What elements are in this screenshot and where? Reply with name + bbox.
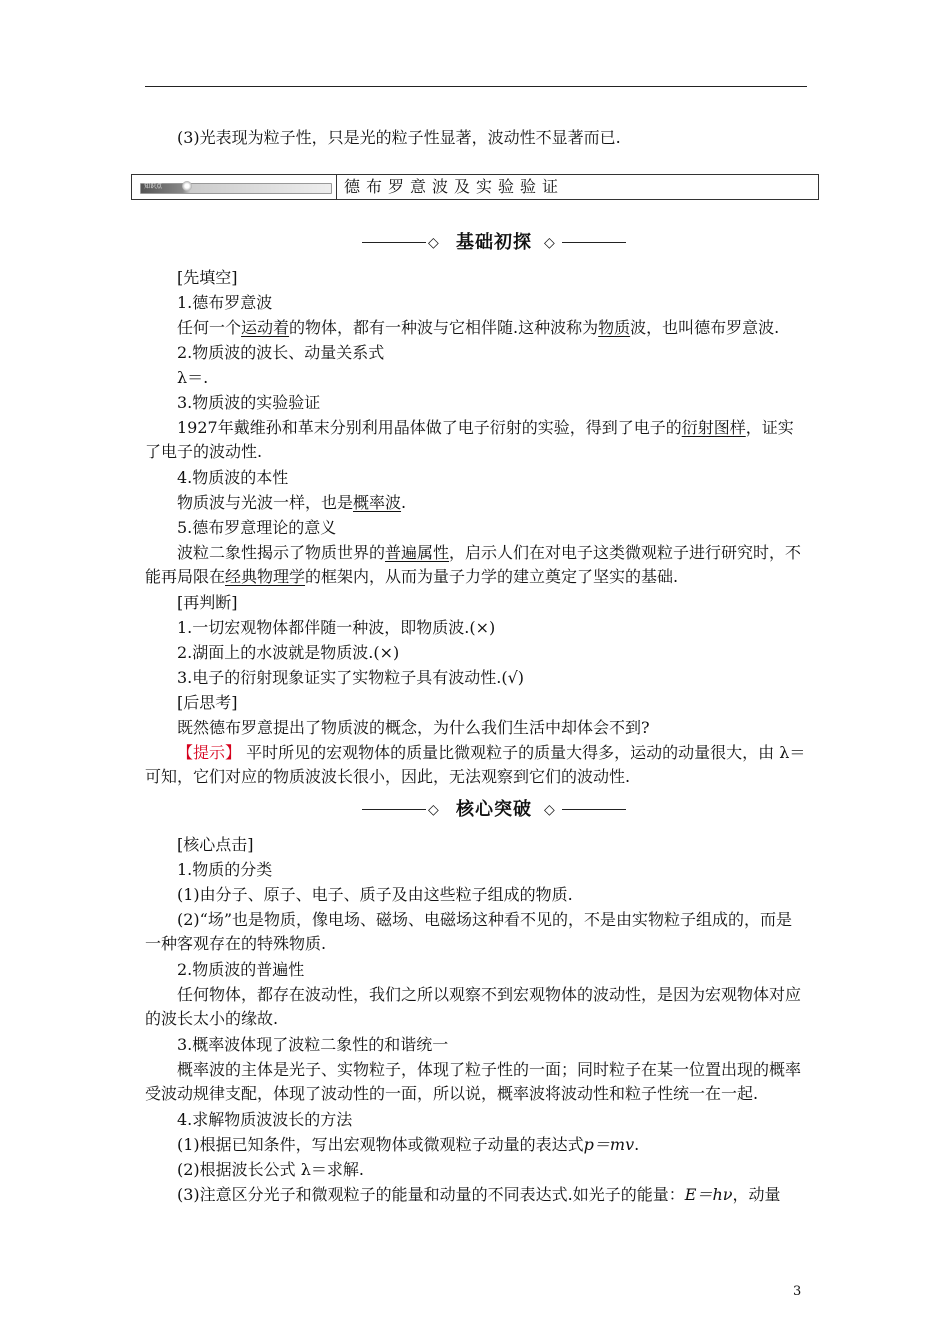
text: ，启示人们在对电子这类微观粒子进行研究时，不能再局限在 (145, 543, 802, 586)
heading-rule-right (562, 242, 626, 243)
diamond-icon: ◇ (428, 235, 439, 251)
item5-text (145, 541, 807, 589)
section-heading-core (362, 797, 626, 823)
diamond-icon: ◇ (428, 802, 439, 818)
text: 的物体，都有一种波与它相伴随.这种波称为 (289, 318, 599, 337)
item4-title: 4.物质波的本性 (177, 468, 289, 487)
tab-bar-graphic (140, 183, 332, 194)
text: 的框架内，从而为量子力学的建立奠定了坚实的基础. (305, 567, 679, 586)
item1-text (177, 316, 779, 340)
judge-item: 3.电子的衍射现象证实了实物粒子具有波动性.(√) (177, 668, 525, 687)
text: (1)根据已知条件，写出宏观物体或微观粒子动量的表达式 (177, 1135, 584, 1154)
text: (3)注意区分光子和微观粒子的能量和动量的不同表达式.如光子的能量： (177, 1185, 685, 1204)
hint-text: 平时所见的宏观物体的质量比微观粒子的质量大得多，运动的动量很大，由 λ＝可知，它们对应的物质波波长很小，因此，无法观察到它们的波动性. (145, 743, 806, 786)
topic-tab (132, 175, 337, 199)
heading-rule-left (362, 809, 426, 810)
page-number: 3 (793, 1284, 802, 1299)
text: . (634, 1135, 640, 1154)
answer-blank: 概率波 (353, 493, 402, 512)
point1-b: (2)“场”也是物质，像电场、磁场、电磁场这种看不见的，不是由实物粒子组成的，而是一种客观存在的特殊物质. (145, 910, 793, 953)
item3-text (145, 416, 807, 464)
item3-title: 3.物质波的实验验证 (177, 393, 321, 412)
point4-a (177, 1133, 639, 1157)
header-rule (145, 86, 807, 87)
point3-title: 3.概率波体现了波粒二象性的和谐统一 (177, 1035, 449, 1054)
section-heading-basics (362, 230, 626, 256)
intro-line: (3)光表现为粒子性，只是光的粒子性显著，波动性不显著而已. (177, 128, 621, 147)
item4-text (177, 491, 406, 515)
item1-title: 1.德布罗意波 (177, 293, 273, 312)
point1-a: (1)由分子、原子、电子、质子及由这些粒子组成的物质. (177, 885, 573, 904)
point4-b: (2)根据波长公式 λ＝求解. (177, 1160, 364, 1179)
heading-rule-left (362, 242, 426, 243)
item2-title: 2.物质波的波长、动量关系式 (177, 343, 385, 362)
answer-blank: 经典物理学 (225, 567, 306, 586)
think-question: 既然德布罗意提出了物质波的概念，为什么我们生活中却体会不到? (177, 718, 650, 737)
topic-tab-label: 知识点 (144, 183, 163, 190)
judge-label: [再判断] (177, 593, 238, 612)
point4-c (177, 1183, 781, 1207)
hint-paragraph (145, 741, 807, 789)
text: ，证实了电子的波动性. (145, 418, 794, 461)
text: 1927年戴维孙和革末分别利用晶体做了电子衍射的实验，得到了电子的 (177, 418, 682, 437)
diamond-icon: ◇ (544, 235, 555, 251)
formula: E＝hν (684, 1185, 733, 1204)
hint-label: 【提示】 (177, 743, 242, 762)
point4-title: 4.求解物质波波长的方法 (177, 1110, 353, 1129)
point2-text: 任何物体，都存在波动性，我们之所以观察不到宏观物体的波动性，是因为宏观物体对应的波长太小的缘故. (145, 985, 802, 1028)
answer-blank: 衍射图样 (681, 418, 746, 437)
point1-title: 1.物质的分类 (177, 860, 273, 879)
item5-title: 5.德布罗意理论的意义 (177, 518, 337, 537)
text: 波，也叫德布罗意波. (630, 318, 780, 337)
text: 任何一个 (177, 318, 242, 337)
judge-item: 2.湖面上的水波就是物质波.(×) (177, 643, 400, 662)
formula: p＝mv (583, 1135, 635, 1154)
fill-label: [先填空] (177, 268, 238, 287)
point2-title: 2.物质波的普遍性 (177, 960, 305, 979)
tab-dot-icon (182, 181, 192, 191)
text: 波粒二象性揭示了物质世界的 (177, 543, 386, 562)
answer-blank: 物质 (598, 318, 631, 337)
heading-rule-right (562, 809, 626, 810)
section-title: 核心突破 (456, 799, 532, 820)
text: 物质波与光波一样，也是 (177, 493, 354, 512)
text: . (401, 493, 407, 512)
answer-blank: 运动着 (241, 318, 290, 337)
answer-blank: 普遍属性 (385, 543, 450, 562)
topic-title: 德布罗意波及实验验证 (344, 177, 565, 196)
item2-formula: λ＝. (177, 368, 209, 387)
core-label: [核心点击] (177, 835, 254, 854)
point3-text: 概率波的主体是光子、实物粒子，体现了粒子性的一面；同时粒子在某一位置出现的概率受波动规律支配，体现了波动性的一面，所以说，概率波将波动性和粒子性统一在一起. (145, 1060, 802, 1103)
think-label: [后思考] (177, 693, 238, 712)
judge-item: 1.一切宏观物体都伴随一种波，即物质波.(×) (177, 618, 496, 637)
text: ，动量 (732, 1185, 781, 1204)
topic-bar (131, 174, 819, 200)
diamond-icon: ◇ (544, 802, 555, 818)
section-title: 基础初探 (456, 232, 532, 253)
